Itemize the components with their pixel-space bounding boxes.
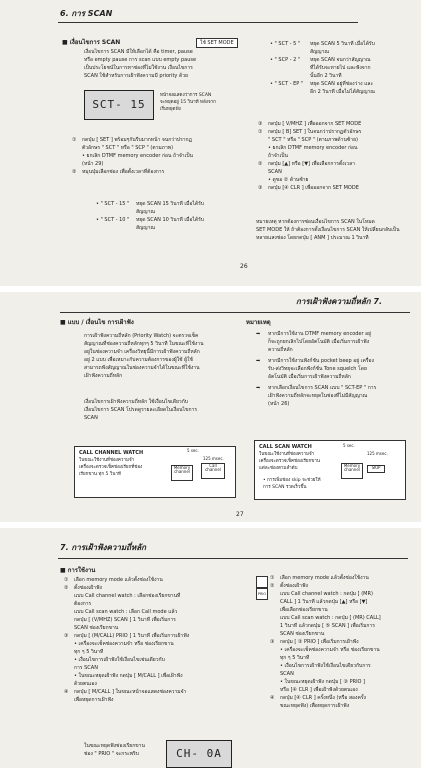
step xyxy=(258,144,361,160)
text-line: เครื่องจะตรวจเช็คช่องเรียกขาน xyxy=(259,459,320,465)
step-number xyxy=(64,672,74,688)
text-line: อยู่ในช่องความจำ เครื่องวิทยุนี้มีการเฝ้าฟังความถี่หลัก xyxy=(84,349,200,355)
key-icon xyxy=(256,576,268,588)
step-number: ① xyxy=(270,575,275,581)
step-text: กดปุ่ม [④ CLR ] ครั้งหนึ่ง (หรือ สองครั้ง ขณะหยุดฟัง) เพื่อหยุดการเฝ้าฟัง xyxy=(280,695,366,709)
step xyxy=(64,592,189,608)
step-text: เลือก memory mode แล้วตั้งช่องใช้งาน xyxy=(280,575,369,581)
left-footer xyxy=(84,742,145,758)
option-desc: หยุด SCAN 15 วินาที เมื่อได้รับ สัญญาณ xyxy=(136,201,204,215)
step-text: กดปุ่ม [④ CLR ] เพื่อออกจาก SET MODE xyxy=(268,185,359,191)
step-text: แบบ Call scan watch : เลือก Call mode แล้ว กดปุ่ม [ (V/MHZ) SCAN ] 1 วินาที เพื่อเริ่มการ SCAN ช่องเรียกขาน xyxy=(74,609,178,631)
step-number: ② xyxy=(270,583,275,589)
step-text: • เครื่องจะเช็คช่องความจำ หรือ ช่องเรียกขาน ทุก ๆ 5 วินาที xyxy=(280,647,380,661)
left-options xyxy=(96,200,204,232)
note-item xyxy=(256,330,376,354)
lcd-display: SCT- 15 xyxy=(84,90,154,120)
text-line: สัญญาณที่ช่องความถี่หลักทุกๆ 5 วินาที ในขณะที่ใช้งาน xyxy=(84,341,204,347)
call-channel-box: Call channel xyxy=(201,463,225,479)
memory-channel-box: Memory channel xyxy=(341,463,363,479)
right-options xyxy=(270,40,375,96)
step-number xyxy=(270,662,280,678)
step xyxy=(64,608,189,632)
note xyxy=(256,218,400,242)
call-channel-watch-diagram xyxy=(74,446,236,498)
step-text: ตั้งช่องเฝ้าฟัง xyxy=(74,585,102,591)
step xyxy=(270,590,381,614)
text-line: เงื่อนไขการเฝ้าฟังความถี่หลัก ใช้เงื่อนไขเดียวกับ xyxy=(84,399,188,405)
step xyxy=(64,672,189,688)
step xyxy=(64,576,189,584)
step-number xyxy=(64,656,74,672)
step xyxy=(258,120,361,128)
time-5sec: 5 sec. xyxy=(187,448,199,453)
text-line: การเฝ้าฟังความถี่หลัก (Priority Watch) จะตรวจเช็ค xyxy=(84,333,199,339)
diagram-text xyxy=(259,451,320,473)
step-text: แบบ Call channel watch : เลือกช่องเรียกขานที่ ต้องการ xyxy=(74,593,181,607)
step xyxy=(72,136,193,152)
option-code: • " SCT - EP " xyxy=(270,81,304,87)
option xyxy=(96,216,204,232)
text-line: เฝ้าฟังความถี่หลัก xyxy=(84,373,123,379)
note-line: SET MODE ให้ ถ้าต้องการตั้งเงื่อนไขการ SCAN ให้เปลี่ยนกลับเป็น xyxy=(256,227,400,233)
note-item xyxy=(256,384,376,408)
step xyxy=(72,168,193,176)
step-number xyxy=(64,608,74,632)
option-code: • " SCT - 5 " xyxy=(270,41,301,47)
note-line: หลายแสงช่อง โดยกดปุ่ม [ ANM ] ประมาณ 1 วินาที xyxy=(256,235,369,241)
step-text: กดปุ่ม [ M/CALL ] ในขณะหน้าจอแสดงช่องความจำ เพื่อหยุดการเฝ้าฟัง xyxy=(74,689,187,703)
step xyxy=(64,640,189,656)
option xyxy=(270,80,375,96)
step-number xyxy=(258,144,268,160)
arrow-icon: ➡ xyxy=(256,358,261,364)
step xyxy=(270,574,381,582)
page-header: 6. การ SCAN xyxy=(60,9,113,18)
step-text: เลือก memory mode แล้วตั้งช่องใช้งาน xyxy=(74,577,163,583)
step-number xyxy=(72,152,82,168)
option-code: • " SCT - 10 " xyxy=(96,217,130,223)
note-text: หากมีการใช้งาน DTMF memory encoder อยู่ ก็จะถูกยกเลิกไปโดยอัตโนมัติ เมื่อเริ่มการเฝ้าฟัง ความถี่หลัก xyxy=(268,331,372,353)
step-text: • เครื่องจะเช็คช่องความจำ หรือ ช่องเรียกขาน ทุก ๆ 5 วินาที xyxy=(74,641,174,655)
step-text: หมุนปุ่มเลือกช่อง เพื่อตั้งเวลาที่ต้องการ xyxy=(82,169,165,175)
step-text: แบบ Call scan watch : กดปุ่ม [ (MR) CALL] 1 วินาที แล้วกดปุ่ม [ ⑤ SCAN ] เพื่อเริ่มการ SCAN ช่องเรียกขาน xyxy=(280,615,381,637)
section-title: ■ แบบ / เงื่อนไข การเฝ้าฟัง xyxy=(60,319,134,326)
step-text: กดปุ่ม [ ③ PRIO ] เพื่อเริ่มการเฝ้าฟัง xyxy=(280,639,359,645)
step xyxy=(270,678,381,694)
diagram-title: CALL SCAN WATCH xyxy=(259,444,312,450)
arrow-icon: ➡ xyxy=(256,385,261,391)
time-125ms: 125 msec. xyxy=(203,456,224,461)
body-text-2 xyxy=(84,398,197,422)
text-line: อยู่ 2 แบบ เพื่อเหมาะกับความต้องการของผู้ใช้ ผู้ใช้ xyxy=(84,357,193,363)
section-title: ■ เงื่อนไขการ SCAN xyxy=(62,39,121,46)
text-line: เป็นประโยชน์ในการหาช่องที่ไม่ใช้งาน เงื่อนไขการ xyxy=(84,65,193,71)
page-header: 7. การเฝ้าฟังความถี่หลัก xyxy=(60,543,146,552)
step-number: ② xyxy=(64,585,69,591)
step xyxy=(270,662,381,678)
skip-box: SKIP xyxy=(367,465,385,473)
step-text: • ยกเลิก DTMF memory encoder ก่อน ถ้าจำเป็น (หน้า 29) xyxy=(82,153,193,167)
time-125ms: 125 msec. xyxy=(367,451,388,456)
text-line: เงื่อนไขการ SCAN โปรดดูรายละเอียดในเงื่อนไขการ xyxy=(84,407,198,413)
lcd-caption xyxy=(160,92,216,114)
step-number: ③ xyxy=(258,185,263,191)
arrow-icon: ➡ xyxy=(256,331,261,337)
option xyxy=(270,56,375,80)
step xyxy=(258,128,361,144)
prio-key-icon: PRIO xyxy=(256,588,268,600)
step xyxy=(64,584,189,592)
step xyxy=(270,614,381,638)
caption-line: หน้าจอแสดงว่าการ SCAN xyxy=(160,93,212,98)
note-text: หากเลือกเงื่อนไขการ SCAN แบบ " SCT-EP " การ เฝ้าฟังความถี่หลักจะหยุดในช่องที่ไม่มีสัญญาณ (หน้า 26) xyxy=(268,385,377,407)
text-line: SCAN xyxy=(84,415,98,421)
page-28 xyxy=(0,528,421,768)
option-code: • " SCP - 2 " xyxy=(270,57,301,63)
step-text: แบบ Call channel watch : กดปุ่ม [ (MR) CALL ] 1 วินาที แล้วกดปุ่ม [▲] หรือ [▼] เพื่อเลือกช่องเรียกขาน xyxy=(280,591,373,613)
page-26 xyxy=(0,0,421,286)
right-steps xyxy=(270,574,381,710)
step-number: ② xyxy=(72,169,77,175)
text-line: เงื่อนไขการ SCAN มีให้เลือกได้ คือ timer, pause xyxy=(84,49,193,55)
lcd-display: CH- 0A xyxy=(166,740,232,768)
page-27 xyxy=(0,292,421,522)
caption-line: เริ่มหยุดฟัง xyxy=(160,107,181,113)
diagram-bullet xyxy=(263,477,321,491)
step xyxy=(64,656,189,672)
page-number: 27 xyxy=(236,511,244,518)
step xyxy=(64,688,189,704)
text-line: ในขณะใช้งานที่ช่องความจำ xyxy=(79,458,135,463)
left-steps xyxy=(64,576,189,704)
step-text: • เงื่อนไขการเฝ้าฟังใช้เงื่อนไขเช่นเดียวกับ การ SCAN xyxy=(74,657,165,671)
option xyxy=(96,200,204,216)
option-desc: หยุด SCAN 10 วินาที เมื่อได้รับ สัญญาณ xyxy=(136,217,204,231)
step xyxy=(270,646,381,662)
set-mode-badge: ใช้ SET MODE xyxy=(196,38,238,48)
option-code: • " SCT - 15 " xyxy=(96,201,130,207)
option-desc: หยุด SCAN อยู่ที่ช่องว่าง และ อีก 2 วินาที เมื่อไม่ได้สัญญาณ xyxy=(310,81,375,95)
step-number xyxy=(270,590,280,614)
step-number: ③ xyxy=(64,633,69,639)
step-number: ③ xyxy=(258,121,263,127)
step-text: • เงื่อนไขการเฝ้าฟังใช้เงื่อนไขเดียวกับการ SCAN xyxy=(280,663,371,677)
step-number: ④ xyxy=(64,689,69,695)
step-number: ④ xyxy=(270,695,275,701)
step-number xyxy=(270,678,280,694)
left-steps xyxy=(72,136,193,176)
page-header: การเฝ้าฟังความถี่หลัก 7. xyxy=(296,297,382,306)
text-line: • การเพิ่มช่อง skip จะช่วยให้ xyxy=(263,478,321,483)
intro-text xyxy=(84,48,196,80)
header-rule xyxy=(58,22,358,23)
text-line: ช่อง " PRIO " จะกระพริบ xyxy=(84,751,139,757)
header-rule xyxy=(60,312,410,313)
section-title: ■ การใช้งาน xyxy=(60,567,96,574)
option-desc: หยุด SCAN จนกว่าสัญญาณ ที่ได้รับจะหายไป และฟังจาก นั้นอีก 2 วินาที xyxy=(310,57,371,79)
step xyxy=(270,694,381,710)
text-line: การ SCAN รวดเร็วขึ้น xyxy=(263,485,307,491)
right-steps xyxy=(258,120,361,192)
step-text: • ในขณะหยุดเฝ้าฟัง กดปุ่ม [ ③ PRIO ] หรือ [④ CLR ] เพื่อเฝ้าฟังด้วยตนเอง xyxy=(280,679,366,693)
header-rule xyxy=(58,558,408,559)
option xyxy=(270,40,375,56)
notes xyxy=(256,330,376,411)
step-number: ① xyxy=(64,577,69,583)
step xyxy=(258,176,361,184)
step-text: • ดูขอ ② ด้านซ้าย xyxy=(268,177,309,183)
diagram-title: CALL CHANNEL WATCH xyxy=(79,450,144,456)
page-number: 26 xyxy=(240,263,248,270)
step-number: ② xyxy=(258,161,263,167)
step-text: กดปุ่ม [ SET ] พร้อมๆกันรีบมากหน้า จนกว่าปรากฏ ตัวอักษร " SCT " หรือ " SCP " (ตามภาพ) xyxy=(82,137,192,151)
step-text: กดปุ่ม [ (M/CALL) PRIO ] 1 วินาที เพื่อเริ่มการเฝ้าฟัง xyxy=(74,633,190,639)
body-text xyxy=(84,332,204,380)
text-line: ในขณะใช้งานที่ช่องความจำ xyxy=(259,452,315,457)
call-scan-watch-diagram xyxy=(254,440,406,500)
step-number: ① xyxy=(72,137,77,143)
note-text: หากมีการใช้งานฟังก์ชัน pocket beep อยู่ เครื่อง รับ-ส่งวิทยุจะเลือกฟังก์ชั่น Tone squelch โดย อัตโนมัติ เมื่อเริ่มการเฝ้าฟังความถี่หลัก xyxy=(268,358,374,380)
step-number xyxy=(270,646,280,662)
text-line: ในขณะหยุดฟังช่องเรียกขาน xyxy=(84,743,145,749)
step-number xyxy=(258,176,268,184)
step xyxy=(72,152,193,168)
step-text: กดปุ่ม [ B] SET ] ในจนกว่าปรากฏตัวอักษร " SCT " หรือ " SCP " (ตามภาพด้านซ้าย) xyxy=(268,129,362,143)
step xyxy=(270,638,381,646)
step xyxy=(258,160,361,176)
step-text: • ในขณะหยุดเฝ้าฟัง กดปุ่ม [ M/CALL ] เพื่อเฝ้าฟัง ด้วยตนเอง xyxy=(74,673,183,687)
note-title: หมายเหตุ xyxy=(246,319,271,326)
step-number: ① xyxy=(258,129,263,135)
step-text: ตั้งช่องเฝ้าฟัง xyxy=(280,583,308,589)
text-line: SCAN ใช้สำหรับการเฝ้าฟังความมี priority ด้วย xyxy=(84,73,188,79)
step-number xyxy=(64,592,74,608)
memory-channel-box: Memory channel xyxy=(171,465,193,481)
step-number: ③ xyxy=(270,639,275,645)
text-line: เรียกขาน ทุก 5 วินาที xyxy=(79,472,121,478)
step-text: กดปุ่ม [ V/MHZ ] เพื่อออกจาก SET MODE xyxy=(268,121,362,127)
step-text: กดปุ่ม [▲] หรือ [▼] เพื่อเลือกการตั้งเวลา SCAN xyxy=(268,161,355,175)
text-line: หรือ empty pause การ scan แบบ empty pause xyxy=(84,57,197,63)
text-line: แต่ละช่องตามลำดับ xyxy=(259,466,298,472)
diagram-text xyxy=(79,457,142,479)
option-desc: หยุด SCAN 5 วินาที เมื่อได้รับ สัญญาณ xyxy=(310,41,375,55)
note-line: หมายเหตุ หากต้องการซ่อนเงื่อนไขการ SCAN ในโหมด xyxy=(256,219,375,225)
step-number xyxy=(270,614,280,638)
step xyxy=(270,582,381,590)
text-line: เครื่องจะตรวจเช็คช่องเรียกที่ช่อง xyxy=(79,465,143,471)
text-line: สามารถฟังสัญญาณในช่องความจำได้ในขณะที่ใช้งาน xyxy=(84,365,200,371)
step-text: • ยกเลิก DTMF memory encoder ก่อน ถ้าจำเป็น xyxy=(268,145,358,159)
step-number xyxy=(64,640,74,656)
note-item xyxy=(256,357,376,381)
caption-line: จะหยุดอยู่ 15 วินาที หลังจาก xyxy=(160,100,216,106)
step xyxy=(64,632,189,640)
time-5sec: 5 sec. xyxy=(343,443,355,448)
step xyxy=(258,184,361,192)
